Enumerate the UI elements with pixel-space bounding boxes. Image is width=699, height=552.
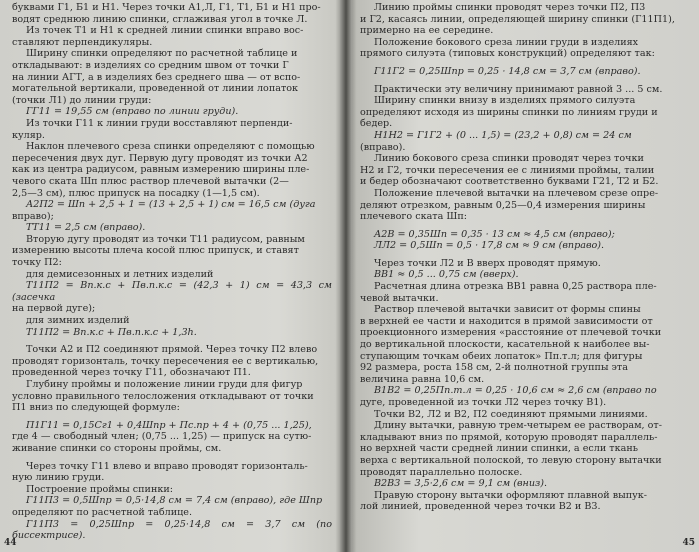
text-line: А2П2 = Шп + 2,5 + 1 = (13 + 2,5 + 1) см = 16,5 см (дуга [26,199,316,211]
text-line: 92 размера, роста 158 см, 2-й полнотной группы эта [360,362,628,374]
text-line: Точки А2 и П2 соединяют прямой. Через точку П2 влево [26,344,318,356]
text-line: Раствор плечевой вытачки зависит от формы спины [374,304,641,316]
text-line: верха с вертикальной полоской, то левую сторону вытачки [360,454,662,466]
text-line: П1 вниз по следующей формуле: [12,402,180,414]
text-line: Положение бокового среза линии груди в изделиях [374,36,639,48]
text-line: Через точку Г11 влево и вправо проводят горизонталь- [26,460,308,472]
text-line: (вправо). [360,141,406,153]
text-line: Наклон плечевого среза спинки определяют с помощью [26,141,315,153]
text-line: прямого силуэта (типовых конструкций) определяют так: [360,48,655,60]
text-line: ВВ1 ≈ 0,5 ... 0,75 см (вверх). [374,269,519,281]
text-line: условно правильного телосложения откладывают от точки [12,390,314,402]
text-line: Н1Н2 = Г1Г2 + (0 ... 1,5) = (23,2 + 0,8) см = 24 см [374,129,632,141]
text-line: Построение проймы спинки: [26,483,173,495]
text-line: проводят горизонталь, точку пересечения ее с вертикалью, [12,355,319,367]
text-line: где 4 — свободный член; (0,75 ... 1,25) — припуск на сутю- [12,431,312,443]
text-line: ную линию груди. [12,472,105,484]
right-page [352,0,699,552]
text-line: Г11П3 = 0,5Шпр = 0,5·14,8 см = 7,4 см (вправо), где Шпр [26,495,323,507]
text-line: живание спинки со стороны проймы, см. [12,442,222,454]
text-line: Положение плечевой вытачки на плечевом срезе опре- [374,187,659,199]
text-line: и Г2, касаясь линии, определяющей ширину спинки (Г11П1), [360,13,675,25]
text-line: для зимних изделий [26,315,130,327]
text-line: кладывают вниз по прямой, которую проводят параллель- [360,431,658,443]
text-line: ставляют перпендикуляры. [12,36,153,48]
text-line: Правую сторону вытачки оформляют плавной выпук- [374,489,648,501]
text-line: Глубину проймы и положение линии груди для фигур [26,379,303,390]
text-line: величина равна 10,6 см. [360,373,485,385]
text-line: проведенной через точку Г11, обозначают П1. [12,367,251,379]
text-line: деляют отрезком, равным 0,25—0,4 измерения ширины [360,199,646,211]
text-line: откладывают: в изделиях со средним швом от точки Г [12,59,289,71]
text-line: буквами Г1, Б1 и Н1. Через точки А1,Л, Г1, Т1, Б1 и Н1 про- [12,2,321,13]
text-line: Из точки Г11 к линии груди восставляют перпенди- [26,117,293,129]
text-line: Из точек Т1 и Н1 к средней линии спинки вправо вос- [26,25,304,37]
page-number-left: 44 [4,538,17,548]
text-line: 2,5—3 см), плюс припуск на посадку (1—1,5 см). [12,187,260,199]
text-line: проекционного измерения «расстояние от плечевой точки [360,327,662,339]
text-line: определяют исходя из ширины спинки по линиям груди и [360,106,658,118]
text-line: водят среднюю линию спинки, сглаживая угол в точке Л. [12,13,308,25]
text-line: П1Г11 = 0,15Сг1 + 0,4Шпр + Пс.пр + 4 + (0,75 ... 1,25), [26,419,312,431]
text-line: Длину вытачки, равную трем-четырем ее растворам, от- [374,420,662,432]
text-line: как из центра радиусом, равным измерению ширины пле- [12,164,310,176]
text-line: определяют по расчетной таблице. [12,506,193,518]
text-line: Точки В2, Л2 и В2, П2 соединяют прямыми линиями. [374,408,648,420]
text-line: Вторую дугу проводят из точки Т11 радиусом, равным [26,233,305,245]
text-line: Через точки Л2 и В вверх проводят прямую. [374,257,601,269]
text-line: Практически эту величину принимают равной 3 ... 5 см. [374,83,663,95]
text-line: ТТ11 = 2,5 см (вправо). [26,222,146,234]
text-line: (точки Л1) до линии груди: [12,94,152,106]
book-gutter [340,0,352,552]
text-line: могательной вертикали, проведенной от линии лопаток [12,83,299,95]
left-page [0,0,340,552]
text-line: Ширину спинки внизу в изделиях прямого силуэта [374,95,636,107]
text-line: Г11Г2 = 0,25Шпр = 0,25 · 14,8 см = 3,7 см (вправо). [374,65,641,77]
text-line: бедер. [360,118,393,130]
text-line: Т11П2 = Вп.к.с + Пв.п.к.с + 1,3h. [26,326,197,338]
text-line: Н2 и Г2, точки пересечения ее с линиями проймы, талии [360,164,655,176]
text-line: Г11П3 = 0,25Шпр = 0,25·14,8 см = 3,7 см (по биссектрисе). [12,518,332,542]
text-line: лой линией, проведенной через точки В2 и В3. [360,501,601,513]
text-line: и бедер обозначают соответственно буквами Г21, Т2 и Б2. [360,176,659,188]
page-number-right: 45 [682,538,695,548]
text-line: пересечения двух дуг. Первую дугу проводят из точки А2 [12,152,308,164]
text-line: на линии АГТ, а в изделиях без среднего шва — от вспо- [12,71,301,83]
text-line: ЛЛ2 = 0,5Шп = 0,5 · 17,8 см ≈ 9 см (вправо). [374,240,605,252]
text-line: Ширину спинки определяют по расчетной таблице и [26,48,298,60]
text-line: до вертикальной плоскости, касательной к наиболее вы- [360,339,650,351]
text-line: Линию проймы спинки проводят через точки П2, П3 [374,2,646,13]
text-line: точку П2: [12,257,62,269]
text-line: Т11П2 = Вп.к.с + Пв.п.к.с = (42,3 + 1) см = 43,3 см (засечка [12,280,332,303]
text-line: на первой дуге); [12,303,96,315]
text-line: ступающим точкам обеих лопаток» Пп.т.л; для фигуры [360,350,643,362]
text-line: но верхней части средней линии спинки, а если ткань [360,443,638,455]
text-line: для демисезонных и летних изделий [26,268,214,280]
text-line: в верхней ее части и находится в прямой зависимости от [360,315,653,327]
text-line: вправо); [12,210,54,222]
text-line: проводят параллельно полоске. [360,466,523,478]
text-line: дуге, проведенной из точки Л2 через точку В1). [360,397,607,408]
text-line: В2В3 = 3,5·2,6 см = 9,1 см (вниз). [374,478,548,490]
text-line: куляр. [12,129,45,141]
text-line: Линию бокового среза спинки проводят через точки [374,153,644,165]
text-line: Расчетная длина отрезка ВВ1 равна 0,25 раствора пле- [374,281,657,293]
text-line: примерно на ее середине. [360,25,494,37]
text-line: В1В2 = 0,25Пп.т.л = 0,25 · 10,6 см ≈ 2,6 см (вправо по [374,385,657,397]
text-line: чевой вытачки. [360,292,439,304]
text-line: измерению высоты плеча косой плюс припуск, и ставят [12,245,299,257]
text-line: А2В = 0,35Шп = 0,35 · 13 см ≈ 4,5 см (вправо); [374,228,615,240]
text-line: плечевого ската Шп: [360,211,467,223]
text-line: чевого ската Шп плюс раствор плечевой вытачки (2— [12,175,289,187]
text-line: ГГ11 = 19,55 см (вправо по линии груди). [26,106,239,118]
